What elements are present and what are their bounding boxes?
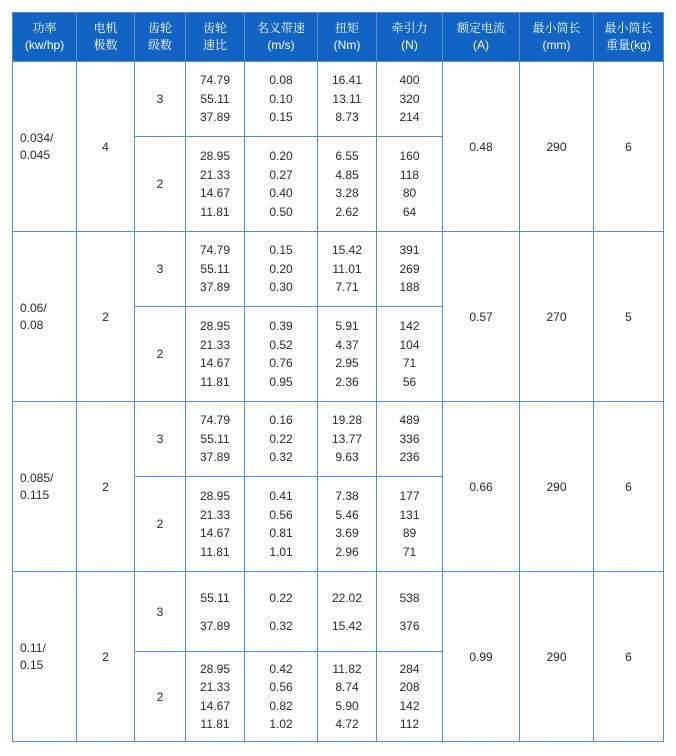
poles-cell-value: 2	[102, 479, 109, 494]
cell-value: 0.50	[269, 204, 293, 219]
cell-value: 74.79	[199, 243, 231, 258]
table-row	[13, 572, 664, 652]
cell-value: 0.27	[269, 167, 293, 182]
cell-value: 37.89	[199, 110, 231, 125]
min-length-cell-value: 290	[546, 139, 567, 154]
cell-value: 214	[399, 110, 420, 125]
cell-value: 15.42	[331, 618, 363, 633]
cell-value: 177	[399, 489, 420, 503]
cell-value: 37.89	[199, 280, 231, 295]
ratio-cell-values	[186, 317, 244, 391]
poles-cell	[77, 572, 135, 742]
header-line: 最小筒长	[532, 21, 581, 35]
power-line: 0.11/	[20, 640, 46, 655]
header-line: 级数	[147, 38, 172, 52]
cell-value: 142	[399, 698, 420, 713]
cell-value: 104	[399, 337, 420, 352]
cell-value: 13.77	[331, 431, 363, 446]
cell-value: 0.15	[269, 243, 293, 258]
cell-value: 0.56	[269, 680, 293, 694]
cell-value: 0.30	[269, 280, 293, 295]
power-line: 0.15	[20, 657, 44, 672]
header-line: 额定电流	[456, 21, 505, 35]
current-cell-value: 0.66	[469, 479, 493, 494]
cell-value: 320	[399, 91, 420, 106]
header-torque	[318, 13, 377, 62]
header-line: 重量(kg)	[606, 38, 651, 52]
traction-cell	[377, 62, 443, 137]
header-line: 名义带速	[256, 21, 305, 35]
cell-value: 6.55	[335, 149, 359, 163]
ratio-cell	[186, 572, 245, 652]
power-cell	[13, 62, 77, 232]
cell-value: 55.11	[200, 91, 230, 106]
header-line: 电机	[93, 21, 118, 35]
cell-value: 131	[399, 507, 420, 522]
cell-value: 7.71	[335, 280, 359, 295]
ratio-cell-values	[186, 147, 244, 221]
cell-value: 11.01	[332, 261, 362, 276]
torque-cell-values	[318, 71, 376, 127]
weight-cell-value: 6	[625, 649, 632, 664]
cell-value: 7.38	[335, 489, 359, 503]
torque-cell-values	[318, 147, 376, 221]
power-cell	[13, 402, 77, 572]
cell-value: 37.89	[199, 450, 231, 465]
ratio-cell-values	[186, 660, 244, 734]
header-line: (kw/hp)	[24, 38, 65, 52]
speed-cell	[245, 402, 318, 477]
header-line: 极数	[93, 38, 118, 52]
header-power	[13, 13, 77, 62]
stage-cell	[135, 572, 186, 652]
speed-cell	[245, 232, 318, 307]
cell-value: 284	[399, 661, 420, 676]
cell-value: 0.40	[269, 186, 293, 200]
ratio-cell	[186, 402, 245, 477]
cell-value: 21.33	[199, 337, 231, 352]
cell-value: 28.95	[199, 319, 231, 333]
cell-value: 14.67	[199, 186, 231, 200]
ratio-cell	[186, 232, 245, 307]
stage-cell-value: 3	[156, 604, 164, 619]
weight-cell	[594, 572, 664, 742]
ratio-cell	[186, 477, 245, 572]
traction-cell-values	[377, 71, 442, 127]
traction-cell-values	[377, 411, 442, 467]
header-gear-ratio	[186, 13, 245, 62]
traction-cell	[377, 652, 443, 742]
cell-value: 0.39	[269, 319, 293, 333]
cell-value: 0.32	[269, 618, 293, 633]
speed-cell-values	[245, 147, 317, 221]
cell-value: 56	[402, 374, 417, 389]
power-cell	[13, 572, 77, 742]
speed-cell	[245, 307, 318, 402]
cell-value: 0.56	[269, 507, 293, 522]
speed-cell	[245, 62, 318, 137]
cell-value: 15.42	[331, 243, 363, 258]
weight-cell	[594, 232, 664, 402]
ratio-cell-values	[186, 584, 244, 640]
min-length-cell-value: 270	[546, 309, 567, 324]
cell-value: 1.01	[269, 544, 293, 559]
traction-cell-values	[377, 660, 442, 734]
min-length-cell-value: 290	[546, 479, 567, 494]
cell-value: 0.76	[269, 356, 293, 370]
stage-cell-value: 2	[156, 689, 164, 704]
torque-cell-values	[318, 411, 376, 467]
cell-value: 3.69	[335, 526, 359, 540]
poles-cell-value: 2	[102, 649, 109, 664]
traction-cell	[377, 232, 443, 307]
stage-cell	[135, 402, 186, 477]
cell-value: 55.11	[200, 431, 230, 446]
ratio-cell	[186, 307, 245, 402]
cell-value: 1.02	[269, 717, 293, 731]
cell-value: 0.08	[269, 73, 293, 88]
torque-cell-values	[318, 241, 376, 297]
cell-value: 64	[402, 204, 417, 219]
header-motor-poles	[77, 13, 135, 62]
torque-cell-values	[318, 487, 376, 561]
traction-cell	[377, 137, 443, 232]
torque-cell	[318, 307, 377, 402]
stage-cell	[135, 62, 186, 137]
ratio-cell-values	[186, 411, 244, 467]
traction-cell-values	[377, 487, 442, 561]
stage-cell-value: 3	[156, 262, 164, 276]
speed-cell	[245, 477, 318, 572]
speed-cell-values	[245, 487, 317, 561]
torque-cell	[318, 572, 377, 652]
stage-cell-value: 2	[156, 517, 164, 531]
cell-value: 0.22	[269, 590, 293, 605]
header-line: 牵引力	[391, 21, 428, 35]
speed-cell	[245, 572, 318, 652]
stage-cell-value: 2	[156, 347, 164, 361]
stage-cell-value: 3	[156, 92, 164, 106]
power-cell	[13, 232, 77, 402]
cell-value: 142	[399, 319, 420, 333]
torque-cell	[318, 62, 377, 137]
cell-value: 28.95	[199, 661, 231, 676]
torque-cell	[318, 137, 377, 232]
speed-cell-values	[245, 660, 317, 734]
traction-cell-values	[377, 584, 442, 640]
torque-cell	[318, 652, 377, 742]
stage-cell	[135, 477, 186, 572]
cell-value: 0.22	[269, 431, 293, 446]
cell-value: 5.90	[335, 698, 359, 713]
cell-value: 112	[399, 717, 420, 731]
cell-value: 80	[402, 186, 417, 200]
cell-value: 0.41	[269, 489, 293, 503]
cell-value: 391	[399, 243, 420, 258]
torque-cell	[318, 232, 377, 307]
cell-value: 0.20	[269, 261, 293, 276]
cell-value: 0.16	[269, 413, 293, 428]
min-length-cell	[520, 572, 594, 742]
stage-cell-value: 2	[156, 177, 164, 191]
speed-cell-values	[245, 411, 317, 467]
traction-cell-values	[377, 317, 442, 391]
ratio-cell-values	[186, 71, 244, 127]
speed-cell-values	[245, 241, 317, 297]
table-header	[13, 13, 664, 62]
cell-value: 160	[399, 149, 420, 163]
header-line: 速比	[202, 38, 227, 52]
cell-value: 236	[399, 450, 420, 465]
cell-value: 74.79	[199, 73, 231, 88]
table-row	[13, 62, 664, 137]
stage-cell	[135, 652, 186, 742]
traction-cell	[377, 572, 443, 652]
cell-value: 4.85	[335, 167, 359, 182]
header-line: (A)	[473, 38, 489, 52]
torque-cell-values	[318, 584, 376, 640]
header-line: (Nm)	[333, 38, 361, 52]
ratio-cell	[186, 62, 245, 137]
weight-cell-value: 6	[625, 479, 632, 494]
cell-value: 0.82	[269, 698, 293, 713]
cell-value: 11.81	[200, 374, 230, 389]
speed-cell-values	[245, 317, 317, 391]
header-rated-current	[443, 13, 520, 62]
cell-value: 37.89	[199, 618, 231, 633]
cell-value: 9.63	[335, 450, 359, 465]
current-cell	[443, 402, 520, 572]
current-cell-value: 0.99	[469, 649, 493, 664]
table-body	[13, 62, 664, 742]
header-line: 扭矩	[334, 21, 359, 35]
cell-value: 400	[399, 73, 420, 88]
cell-value: 14.67	[199, 356, 231, 370]
traction-cell-values	[377, 241, 442, 297]
poles-cell-value: 4	[102, 139, 109, 154]
power-line: 0.06/	[20, 300, 47, 315]
speed-cell	[245, 652, 318, 742]
cell-value: 4.72	[335, 717, 359, 731]
poles-cell	[77, 62, 135, 232]
header-line: 最小筒长	[604, 21, 653, 35]
cell-value: 5.46	[335, 507, 359, 522]
table-row	[13, 232, 664, 307]
header-line: (N)	[401, 38, 418, 52]
poles-cell-value: 2	[102, 309, 109, 324]
header-line: 齿轮	[147, 21, 172, 35]
cell-value: 55.11	[200, 261, 230, 276]
cell-value: 2.96	[335, 544, 359, 559]
header-line: (m/s)	[267, 38, 295, 52]
cell-value: 74.79	[199, 413, 231, 428]
ratio-cell-values	[186, 487, 244, 561]
power-line: 0.045	[20, 147, 51, 162]
ratio-cell	[186, 137, 245, 232]
cell-value: 0.42	[269, 661, 293, 676]
cell-value: 8.74	[335, 680, 359, 694]
ratio-cell	[186, 652, 245, 742]
cell-value: 14.67	[199, 526, 231, 540]
header-line: (mm)	[542, 38, 571, 52]
cell-value: 0.95	[269, 374, 293, 389]
cell-value: 21.33	[199, 680, 231, 694]
cell-value: 5.91	[335, 319, 359, 333]
cell-value: 11.81	[200, 204, 230, 219]
cell-value: 208	[399, 680, 420, 694]
current-cell	[443, 572, 520, 742]
min-length-cell-value: 290	[546, 649, 567, 664]
power-line: 0.08	[20, 317, 44, 332]
traction-cell-values	[377, 147, 442, 221]
stage-cell-value: 3	[156, 432, 164, 446]
cell-value: 2.62	[335, 204, 359, 219]
cell-value: 489	[399, 413, 420, 428]
cell-value: 269	[399, 261, 420, 276]
cell-value: 13.11	[332, 91, 362, 106]
cell-value: 0.10	[269, 91, 293, 106]
torque-cell-values	[318, 317, 376, 391]
header-line: 齿轮	[202, 21, 227, 35]
cell-value: 2.36	[335, 374, 359, 389]
cell-value: 376	[399, 618, 420, 633]
cell-value: 3.28	[335, 186, 359, 200]
poles-cell	[77, 232, 135, 402]
cell-value: 11.81	[200, 544, 230, 559]
weight-cell	[594, 62, 664, 232]
current-cell	[443, 62, 520, 232]
cell-value: 336	[399, 431, 420, 446]
weight-cell	[594, 402, 664, 572]
stage-cell	[135, 137, 186, 232]
cell-value: 22.02	[331, 590, 363, 605]
min-length-cell	[520, 402, 594, 572]
cell-value: 0.32	[269, 450, 293, 465]
cell-value: 21.33	[199, 507, 231, 522]
cell-value: 2.95	[335, 356, 359, 370]
torque-cell	[318, 402, 377, 477]
speed-cell	[245, 137, 318, 232]
header-gear-stages	[135, 13, 186, 62]
cell-value: 0.20	[269, 149, 293, 163]
power-line: 0.085/	[20, 470, 54, 485]
cell-value: 28.95	[199, 489, 231, 503]
cell-value: 71	[402, 356, 417, 370]
cell-value: 19.28	[331, 413, 363, 428]
power-line: 0.034/	[20, 130, 54, 145]
cell-value: 11.82	[332, 661, 362, 676]
cell-value: 4.37	[335, 337, 359, 352]
poles-cell	[77, 402, 135, 572]
traction-cell	[377, 402, 443, 477]
stage-cell	[135, 232, 186, 307]
traction-cell	[377, 307, 443, 402]
cell-value: 14.67	[199, 698, 231, 713]
cell-value: 188	[399, 280, 420, 295]
cell-value: 0.52	[269, 337, 293, 352]
spec-table	[12, 12, 664, 742]
traction-cell	[377, 477, 443, 572]
speed-cell-values	[245, 584, 317, 640]
cell-value: 11.81	[200, 717, 230, 731]
power-line: 0.115	[20, 487, 50, 502]
torque-cell	[318, 477, 377, 572]
cell-value: 21.33	[199, 167, 231, 182]
min-length-cell	[520, 232, 594, 402]
cell-value: 89	[402, 526, 417, 540]
header-min-drum-weight	[594, 13, 664, 62]
weight-cell-value: 5	[625, 309, 632, 324]
header-nominal-belt-speed	[245, 13, 318, 62]
current-cell-value: 0.48	[469, 139, 493, 154]
cell-value: 538	[399, 590, 420, 605]
cell-value: 28.95	[199, 149, 231, 163]
ratio-cell-values	[186, 241, 244, 297]
cell-value: 55.11	[200, 590, 230, 605]
speed-cell-values	[245, 71, 317, 127]
table-row	[13, 402, 664, 477]
header-traction	[377, 13, 443, 62]
stage-cell	[135, 307, 186, 402]
cell-value: 16.41	[331, 73, 363, 88]
weight-cell-value: 6	[625, 139, 632, 154]
header-min-drum-length	[520, 13, 594, 62]
cell-value: 71	[402, 544, 417, 559]
cell-value: 8.73	[335, 110, 359, 125]
min-length-cell	[520, 62, 594, 232]
torque-cell-values	[318, 660, 376, 734]
header-line: 功率	[32, 21, 57, 35]
current-cell	[443, 232, 520, 402]
cell-value: 0.81	[269, 526, 293, 540]
current-cell-value: 0.57	[469, 309, 493, 324]
cell-value: 118	[399, 167, 420, 182]
cell-value: 0.15	[269, 110, 293, 125]
header-row	[13, 13, 664, 62]
